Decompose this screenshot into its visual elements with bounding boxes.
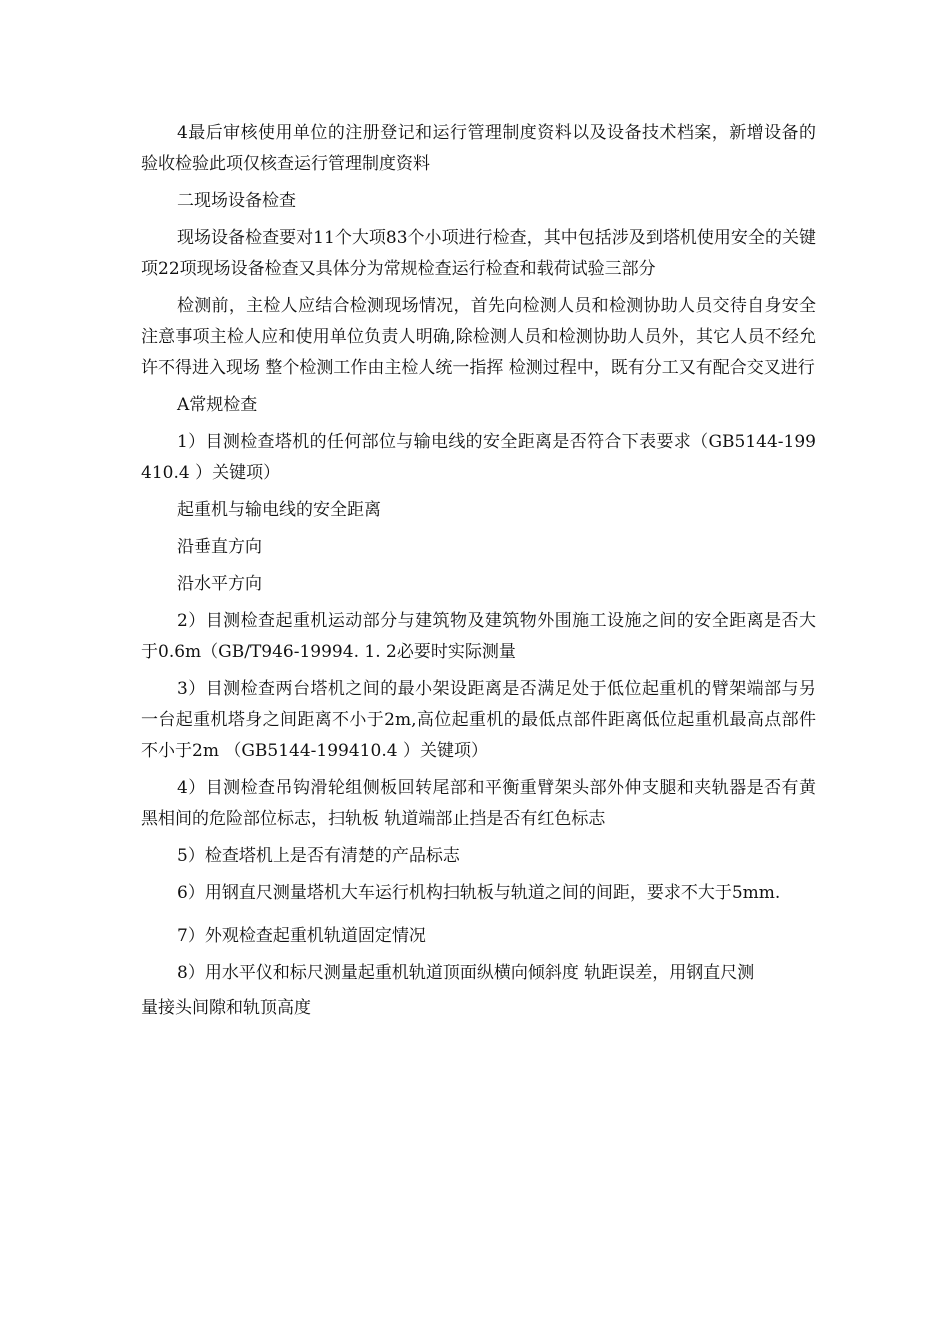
paragraph-1: 4最后审核使用单位的注册登记和运行管理制度资料以及设备技术档案，新增设备的验收检验此项仅核查运行管理制度资料 [141,123,816,174]
list-item-3: 3）目测检查两台塔机之间的最小架设距离是否满足处于低位起重机的臂架端部与另一台起重机塔身之间距离不小于2m,高位起重机的最低点部件距离低位起重机最高点部件不小于2m （GB5144-199410.4 ）关键项） [141,679,816,761]
list-item-8-continuation: 量接头间隙和轨顶高度 [141,998,311,1018]
list-item-5: 5）检查塔机上是否有清楚的产品标志 [177,846,460,866]
paragraph-3: 检测前，主检人应结合检测现场情况，首先向检测人员和检测协助人员交待自身安全注意事项主检人应和使用单位负责人明确,除检测人员和检测协助人员外，其它人员不经允许不得进入现场 整个检测工作由主检人统一指挥 检测过程中，既有分工又有配合交叉进行 [141,296,816,378]
section-heading-site-inspection: 二现场设备检查 [177,191,296,211]
list-item-4: 4）目测检查吊钩滑轮组侧板回转尾部和平衡重臂架头部外伸支腿和夹轨器是否有黄黑相间的危险部位标志，扫轨板 轨道端部止挡是否有红色标志 [141,778,816,829]
document-body [141,118,816,1030]
table-caption-safety-distance: 起重机与输电线的安全距离 [177,500,381,520]
table-label-vertical: 沿垂直方向 [177,537,262,557]
list-item-6: 6）用钢直尺测量塔机大车运行机构扫轨板与轨道之间的间距，要求不大于5mm. [177,883,781,903]
list-item-2: 2）目测检查起重机运动部分与建筑物及建筑物外围施工设施之间的安全距离是否大于0.6m（GB/T946-19994. 1. 2必要时实际测量 [141,611,816,662]
section-heading-routine-check: A常规检查 [177,395,258,415]
list-item-1: 1）目测检查塔机的任何部位与输电线的安全距离是否符合下表要求（GB5144-199410.4 ）关键项） [141,432,816,483]
list-item-8: 8）用水平仪和标尺测量起重机轨道顶面纵横向倾斜度 轨距误差，用钢直尺测 [177,963,755,983]
table-label-horizontal: 沿水平方向 [177,574,262,594]
paragraph-2: 现场设备检查要对11个大项83个小项进行检查，其中包括涉及到塔机使用安全的关键项22项现场设备检查又具体分为常规检查运行检查和载荷试验三部分 [141,228,816,279]
list-item-7: 7）外观检查起重机轨道固定情况 [177,926,426,946]
